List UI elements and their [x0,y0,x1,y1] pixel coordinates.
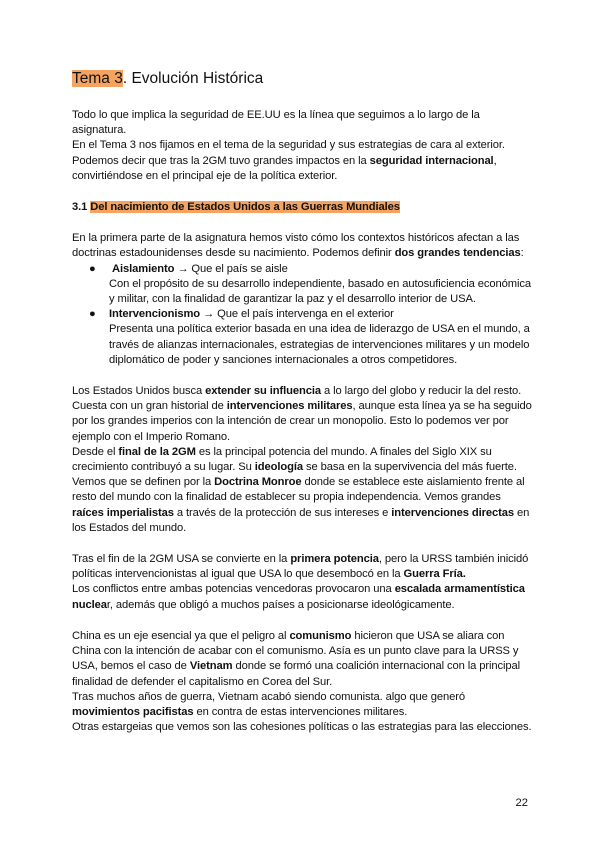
text-span: en los Estados del mundo. [72,506,530,534]
text-span: a través de la protección de sus intereses e [173,506,392,519]
bold-span: extender su influencia [205,385,322,398]
list-item [72,307,532,368]
bold-span: ideología [254,461,303,474]
list-item-heading [109,263,288,275]
title-rest: . Evolución Histórica [122,70,264,87]
bold-span: movimientos pacifistas [72,705,194,718]
paragraph-china [72,629,532,690]
text-span: → Que el país se aisle [174,262,288,275]
section-heading [72,200,532,215]
paragraph-2gm [72,445,532,536]
text-span: Podemos decir que tras la 2GM tuvo grandes impactos en la [72,154,370,167]
paragraph-estrategias: Otras estargeias que vemos son las cohesiones políticas o las estrategias para las elecciones. [72,721,532,734]
text-span: , convirtiéndose en el principal eje de la política exterior. [72,154,497,182]
bold-span: comunismo [289,629,352,642]
bold-span: primera potencia [290,553,379,566]
text-span: → Que el país intervenga en el exterior [200,308,394,321]
section-title: Del nacimiento de Estados Unidos a las Guerras Mundiales [90,201,400,214]
page-number: 22 [515,797,528,809]
text-span: China es un eje esencial ya que el peligro al [72,629,290,642]
bold-span: final de la 2GM [118,445,196,458]
text-span: Los conflictos entre ambas potencias vencedoras provocaron una [72,583,395,596]
text-span: : [520,247,524,260]
paragraph-vietnam [72,690,532,720]
bold-span: escalada armamentística nuclea [72,583,525,611]
section-number: 3.1 [72,201,91,214]
intro-paragraph-1: Todo lo que implica la seguridad de EE.UU es la línea que seguimos a lo largo de la asignatura. [72,109,480,137]
bullet-icon: ● [89,262,96,275]
bold-span: raíces imperialistas [72,506,174,519]
text-span: Los Estados Unidos busca [72,385,206,398]
tendencias-intro [72,231,532,261]
text-span: En la primera parte de la asignatura hemos visto cómo los contextos históricos afectan a las doctrinas estadounidenses desde su nacimiento. Podemos definir [72,232,520,260]
text-span: Tras el fin de la 2GM USA se convierte en la [72,553,291,566]
title-highlight: Tema 3 [72,70,123,87]
text-span: r, además que obligó a muchos países a posicionarse ideológicamente. [106,598,455,611]
text-span: es la principal potencia del mundo. A finales del Siglo XIX su crecimiento contribuyó a su lugar. Su [72,445,492,474]
text-span: en contra de estas intervenciones militares. [193,705,408,718]
text-span: , aunque esta línea ya se ha seguido por los grandes imperios con la intención de crear un monopolio. Esto lo podemos ver por ejemplo con el Imperio Romano. [72,400,532,443]
bold-span: intervenciones directas [391,506,514,519]
paragraph-influencia [72,384,532,445]
text-span: Tras muchos años de guerra, Vietnam acabó siendo comunista. algo que generó [72,690,466,703]
text-span: se basa en la supervivencia del más fuerte. Vemos que se definen por la [72,461,517,489]
list-item-heading [109,308,394,320]
bold-span: Vietnam [189,660,233,673]
list-item-description: Presenta una política exterior basada en una idea de liderazgo de USA en el mundo, a través de alianzas internacionales, estrategias de intervenciones militares y un modelo diplomático de poder y sanciones internacionales a otros competidores. [109,323,530,366]
text-span: donde se formó una coalición internacional con la principal finalidad de defender el capitalismo en Corea del Sur. [72,660,520,688]
list-item-description: Con el propósito de su desarrollo independiente, basado en autosuficiencia económica y militar, con la finalidad de garantizar la paz y el desarrollo interior de USA. [109,277,531,306]
list-item [72,262,532,308]
bold-span: Doctrina Monroe [214,476,302,489]
page-title [72,70,263,88]
tendencias-list [72,262,532,368]
text-span: a lo largo del globo y reducir la del resto. Cuesta con un gran historial de [72,385,522,413]
bold-span: seguridad internacional [369,154,494,167]
bold-span: Guerra Fría. [403,568,466,581]
bold-span: Intervencionismo [109,308,201,321]
intro-paragraph-2: En el Tema 3 nos fijamos en el tema de la seguridad y sus estrategias de cara al exterior. [72,139,505,152]
text-span: , pero la URSS también inicidó políticas intervencionistas al igual que USA lo que desembocó en la [72,553,529,581]
bullet-icon: ● [89,308,96,321]
text-span: Desde el [72,445,119,458]
paragraph-conflictos [72,582,532,612]
bold-span: dos grandes tendencias [394,247,521,260]
bold-span: Aislamiento [112,262,175,275]
bold-span: intervenciones militares [226,400,353,413]
document-body [72,108,532,735]
text-span: donde se establece este aislamiento frente al resto del mundo con la finalidad de establecer su propia independencia. Vemos grandes [72,476,525,504]
text-span: hicieron que USA se aliara con China con la intención de acabar con el comunismo. Asía es un punto clave para la URSS y USA, bemos el caso de [72,629,519,673]
intro-paragraph-3 [72,154,532,184]
paragraph-guerra-fria [72,552,532,582]
